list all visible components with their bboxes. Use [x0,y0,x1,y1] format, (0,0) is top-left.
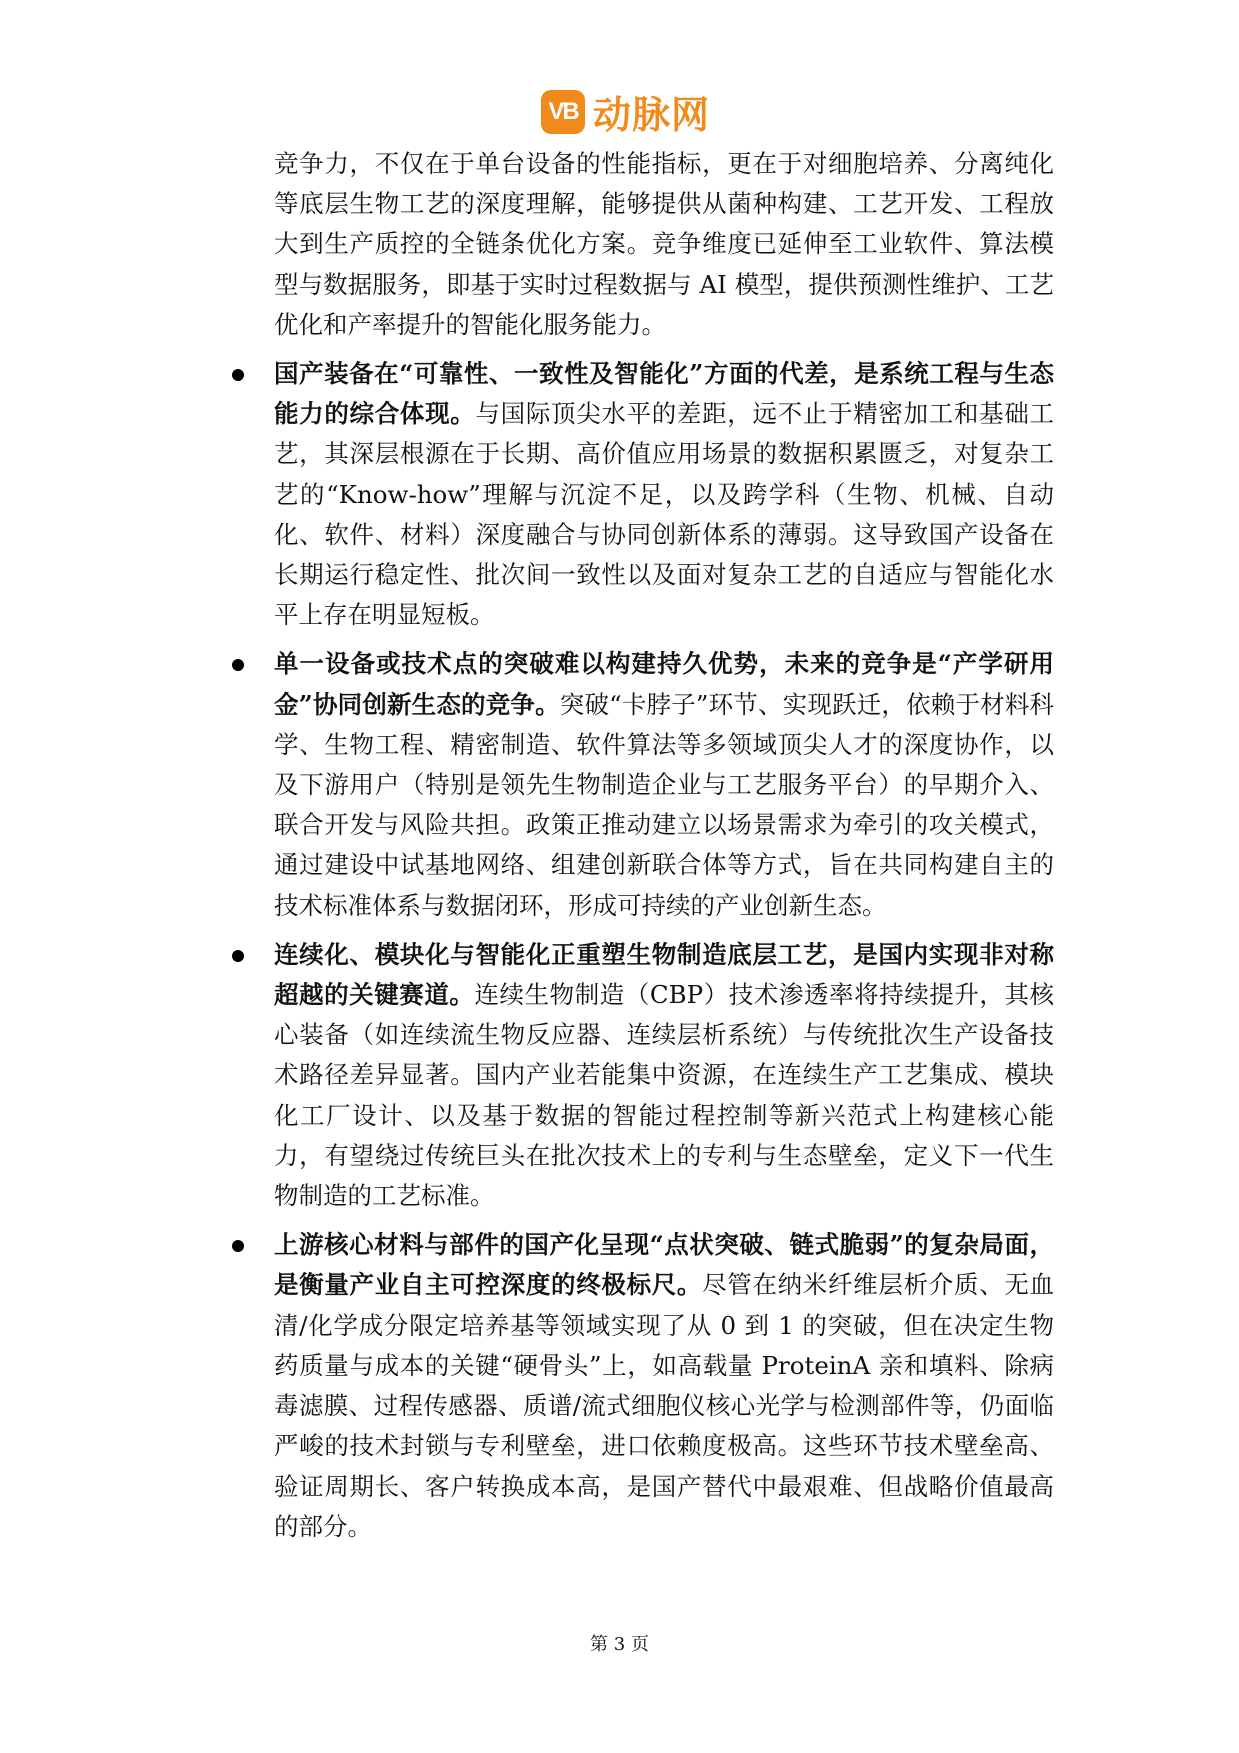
intro-paragraph: 竞争力，不仅在于单台设备的性能指标，更在于对细胞培养、分离纯化等底层生物工艺的深度理解，能够提供从菌种构建、工艺开发、工程放大到生产质控的全链条优化方案。竞争维度已延伸至工业软件、算法模型与数据服务，即基于实时过程数据与 AI 模型，提供预测性维护、工艺优化和产率提升的智能化服务能力。 [274,149,1054,339]
bullet-body: 尽管在纳米纤维层析介质、无血清/化学成分限定培养基等领域实现了从 0 到 1 的突破，但在决定生物药质量与成本的关键“硬骨头”上，如高载量 ProteinA 亲和填料、除病毒滤膜、过程传感器、质谱/流式细胞仪核心光学与检测部件等，仍面临严峻的技术封锁与专利壁垒，进口依赖度极高。这些环节技术壁垒高、验证周期长、客户转换成本高，是国产替代中最艰难、但战略价值最高的部分。 [274,1270,1055,1541]
bullet-lead: 连续化、模块化与智能化正重塑生物制造底层工艺，是国内实现非对称超越的关键赛道。 [274,939,1054,1010]
bullet-item [274,935,1054,1216]
document-body [274,144,1054,1556]
bullet-dot-icon [232,659,244,671]
bullet-body: 与国际顶尖水平的差距，远不止于精密加工和基础工艺，其深层根源在于长期、高价值应用场景的数据积累匮乏，对复杂工艺的“Know-how”理解与沉淀不足，以及跨学科（生物、机械、自动化、软件、材料）深度融合与协同创新体系的薄弱。这导致国产设备在长期运行稳定性、批次间一致性以及面对复杂工艺的自适应与智能化水平上存在明显短板。 [274,399,1054,630]
bullet-dot-icon [232,950,244,962]
bullet-dot-icon [232,369,244,381]
bullet-lead: 上游核心材料与部件的国产化呈现“点状突破、链式脆弱”的复杂局面，是衡量产业自主可控深度的终极标尺。 [274,1230,1054,1300]
logo-text: 动脉网 [592,93,710,137]
bullet-lead: 国产装备在“可靠性、一致性及智能化”方面的代差，是系统工程与生态能力的综合体现。 [274,359,1054,429]
logo-mark-icon: VB [541,90,585,134]
bullet-lead: 单一设备或技术点的突破难以构建持久优势，未来的竞争是“产学研用金”协同创新生态的竞争。 [274,649,1054,719]
bullet-body: 连续生物制造（CBP）技术渗透率将持续提升，其核心装备（如连续流生物反应器、连续层析系统）与传统批次生产设备技术路径差异显著。国内产业若能集中资源，在连续生产工艺集成、模块化工厂设计、以及基于数据的智能过程控制等新兴范式上构建核心能力，有望绕过传统巨头在批次技术上的专利与生态壁垒，定义下一代生物制造的工艺标准。 [274,980,1055,1211]
bullet-body: 突破“卡脖子”环节、实现跃迁，依赖于材料科学、生物工程、精密制造、软件算法等多领域顶尖人才的深度协作，以及下游用户（特别是领先生物制造企业与工艺服务平台）的早期介入、联合开发与风险共担。政策正推动建立以场景需求为牵引的攻关模式，通过建设中试基地网络、组建创新联合体等方式，旨在共同构建自主的技术标准体系与数据闭环，形成可持续的产业创新生态。 [274,689,1054,920]
brand-logo [541,84,710,139]
bullet-item [274,354,1054,635]
bullet-item [274,1225,1054,1547]
bullet-dot-icon [232,1240,244,1252]
page-number: 第 3 页 [590,1634,649,1655]
page-header [0,84,1239,139]
bullet-item [274,644,1054,925]
